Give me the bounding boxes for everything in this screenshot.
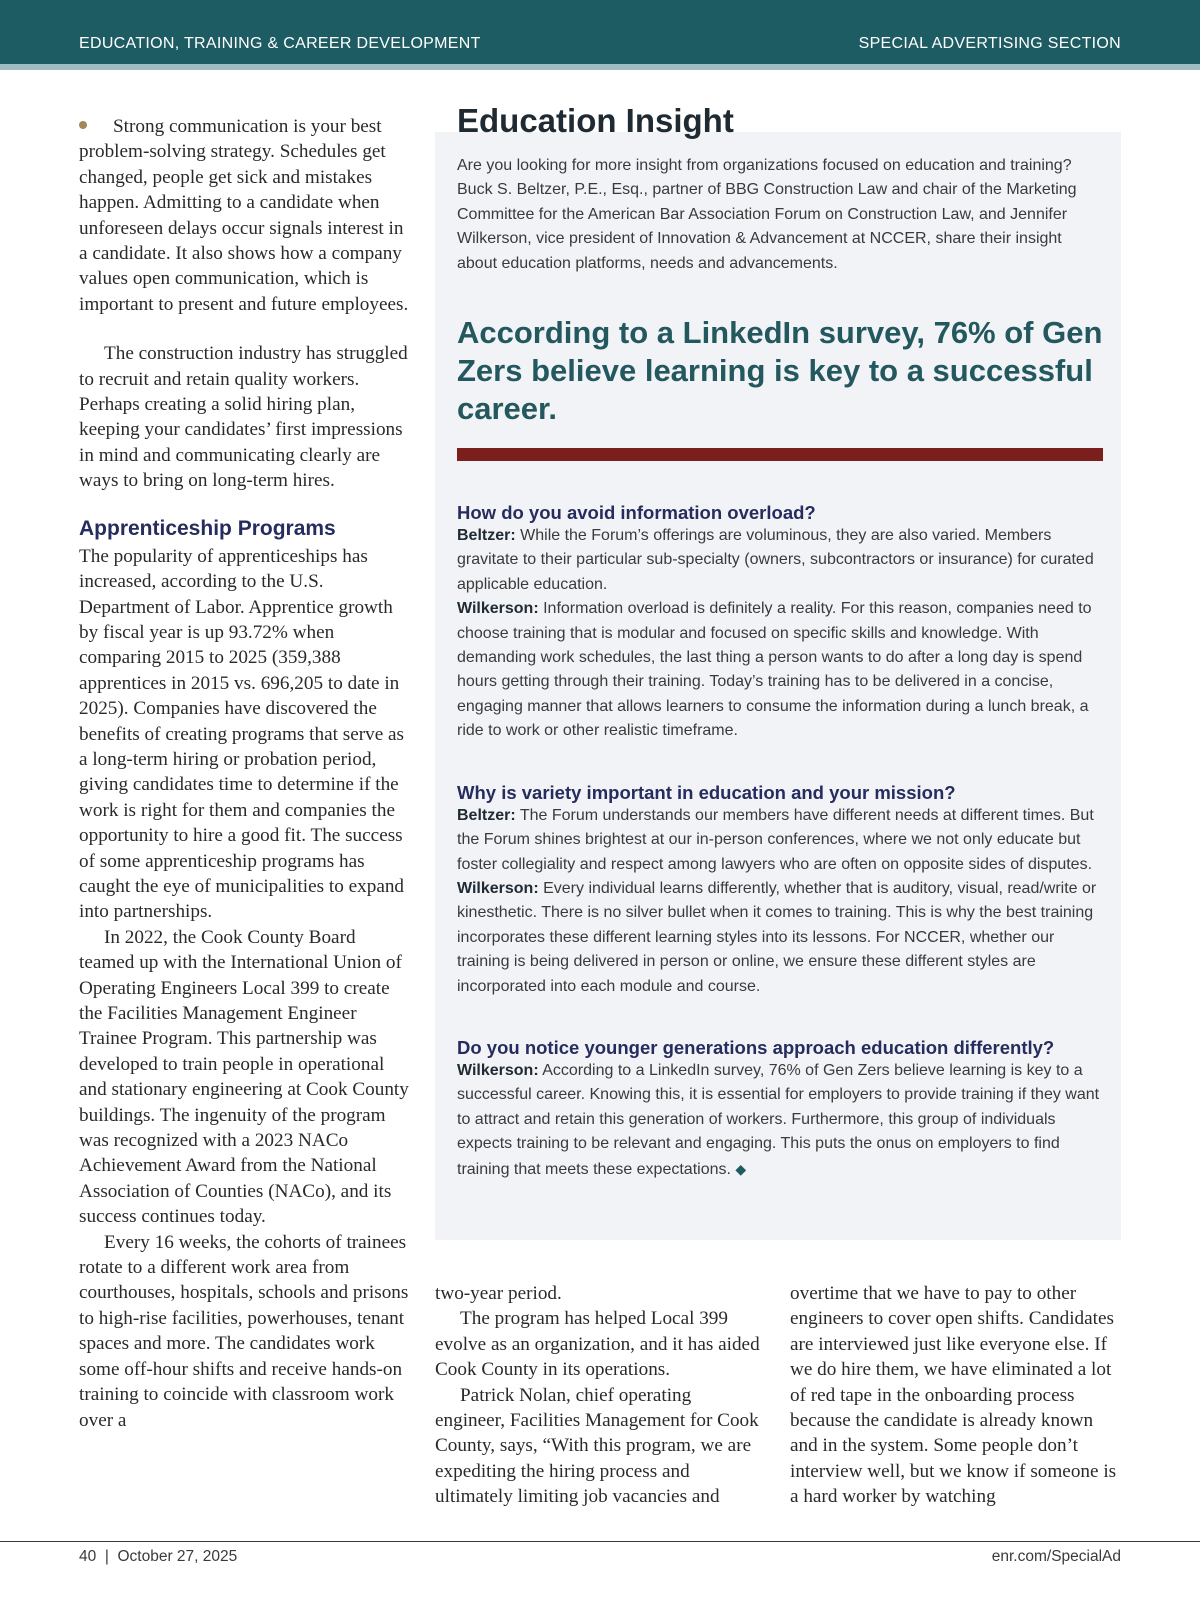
end-mark-icon: ◆ — [735, 1160, 747, 1177]
special-advertising-label: SPECIAL ADVERTISING SECTION — [858, 35, 1121, 52]
header-band — [0, 0, 1200, 64]
footer-rule — [0, 1541, 1200, 1542]
right-column — [790, 1281, 1125, 1510]
middle-column — [435, 1281, 765, 1510]
question-3: Do you notice younger generations approach education differently? — [457, 1036, 1055, 1058]
pull-quote-rule — [457, 448, 1103, 461]
popularity-paragraph: The popularity of apprenticeships has increased, according to the U.S. Department of Labor. Apprentice growth by fiscal year is up 93.72% when comparing 2015 to 2025 (359,388 apprentices in 2015 vs. 696,205 to date in 2025). Companies have discovered the benefits of creating programs that serve as a long-term hiring or probation period, giving candidates time to determine if the work is right for them and companies the opportunity to hire a good fit. The success of some apprenticeship programs has caught the eye of municipalities to expand into partnerships. — [79, 545, 405, 923]
bullet-text: Strong communication is your best problem-solving strategy. Schedules get changed, people get sick and mistakes happen. Admitting to a candidate when unforeseen delays occur signals interest in a candidate. It also shows how a company values open communication, which is important to present and future employees. — [79, 116, 409, 315]
speaker-label: Wilkerson: — [457, 879, 539, 897]
bullet-icon — [79, 121, 87, 129]
construction-paragraph: The construction industry has struggled to recruit and retain quality workers. Perhaps creating a solid hiring plan, keeping your candidates’ first impressions in mind and communicating clearly are ways to bring on long-term hires. — [79, 343, 408, 492]
answer-text: While the Forum’s offerings are voluminous, they are also varied. Members gravitate to their particular sub-specialty (owners, subcontractors or insurance) for curated applicable education. — [457, 527, 1094, 593]
answer-text: Information overload is definitely a reality. For this reason, companies need to choose training that is modular and focused on specific skills and knowledge. With demanding work schedules, the last thing a person wants to do after a long day is spend hours getting through their training. Today’s training has to be delivered in a concise, engaging manner that allows learners to consume the information during a lunch break, a ride to work or other realistic timeframe. — [457, 600, 1092, 740]
answer-text: According to a LinkedIn survey, 76% of Gen Zers believe learning is key to a successful career. Knowing this, it is essential for employers to provide training if they want to attract and retain this generation of workers. Furthermore, this group of individuals expects training to be relevant and engaging. This puts the onus on employers to find training that meets these expectations. — [457, 1061, 1100, 1178]
speaker-label: Beltzer: — [457, 527, 516, 545]
answer-1-beltzer — [457, 524, 1103, 597]
sidebar-content — [457, 154, 1103, 1182]
speaker-label: Beltzer: — [457, 806, 516, 824]
local-399-paragraph: The program has helped Local 399 evolve as an organization, and it has aided Cook County in its operations. — [435, 1308, 760, 1381]
page-number-date: 40 | October 27, 2025 — [79, 1548, 238, 1565]
answer-text: Every individual learns differently, whether that is auditory, visual, read/write or kinesthetic. There is no silver bullet when it comes to training. This is why the best training incorporates these different learning styles into its lessons. For NCCER, whether our training is being delivered in person or online, we ensure these different styles are incorporated into each module and course. — [457, 879, 1097, 995]
bullet-paragraph — [79, 114, 414, 317]
pull-quote: According to a LinkedIn survey, 76% of Gen Zers believe learning is key to a successful career. — [457, 315, 1103, 427]
answer-3 — [457, 1059, 1103, 1182]
header-stripe — [0, 64, 1200, 70]
sidebar-intro: Are you looking for more insight from organizations focused on education and training? Buck S. Beltzer, P.E., Esq., partner of BBG Construction Law and chair of the Marketing Committee for the American Bar Association Forum on Construction Law, and Jennifer Wilkerson, vice president of Innovation & Advancement at NCCER, share their insight about education platforms, needs and advancements. — [457, 157, 1077, 272]
apprenticeship-subheading: Apprenticeship Programs — [79, 516, 336, 540]
answer-1-wilkerson — [457, 597, 1103, 743]
speaker-label: Wilkerson: — [457, 1061, 539, 1079]
cook-county-paragraph: In 2022, the Cook County Board teamed up with the International Union of Operating Engineers Local 399 to create the Facilities Management Engineer Trainee Program. This partnership was developed to train people in operational and stationary engineering at Cook County buildings. The ingenuity of the program was recognized with a 2023 NACo Achievement Award from the National Association of Counties (NACo), and its success continues today. — [79, 926, 409, 1228]
overtime-paragraph: overtime that we have to pay to other engineers to cover open shifts. Candidates are interviewed just like everyone else. If we do hire them, we have eliminated a lot of red tape in the onboarding process because the candidate is already known and in the system. Some people don’t interview well, but we know if someone is a hard worker by watching — [790, 1283, 1117, 1508]
speaker-label: Wilkerson: — [457, 600, 539, 618]
question-1: How do you avoid information overload? — [457, 502, 816, 524]
footer-url: enr.com/SpecialAd — [991, 1548, 1121, 1565]
sidebar-title: Education Insight — [457, 102, 734, 139]
answer-2 — [457, 804, 1103, 999]
nolan-paragraph: Patrick Nolan, chief operating engineer, Facilities Management for Cook County, says, “With this program, we are expediting the hiring process and ultimately limiting job vacancies and — [435, 1384, 759, 1508]
two-year-paragraph: two-year period. — [435, 1283, 562, 1304]
section-title: EDUCATION, TRAINING & CAREER DEVELOPMENT — [79, 35, 481, 52]
question-2: Why is variety important in education and your mission? — [457, 781, 956, 803]
answer-text: The Forum understands our members have different needs at different times. But the Forum shines brightest at our in-person conferences, where we not only educate but foster collegiality and respect among lawyers who are often on opposite sides of disputes. — [457, 806, 1094, 873]
cohorts-paragraph: Every 16 weeks, the cohorts of trainees rotate to a different work area from courthouses, hospitals, schools and prisons to high-rise facilities, powerhouses, tenant spaces and more. The candidates work some off-hour shifts and receive hands-on training to coincide with classroom work over a — [79, 1231, 409, 1431]
left-column — [79, 114, 414, 1433]
